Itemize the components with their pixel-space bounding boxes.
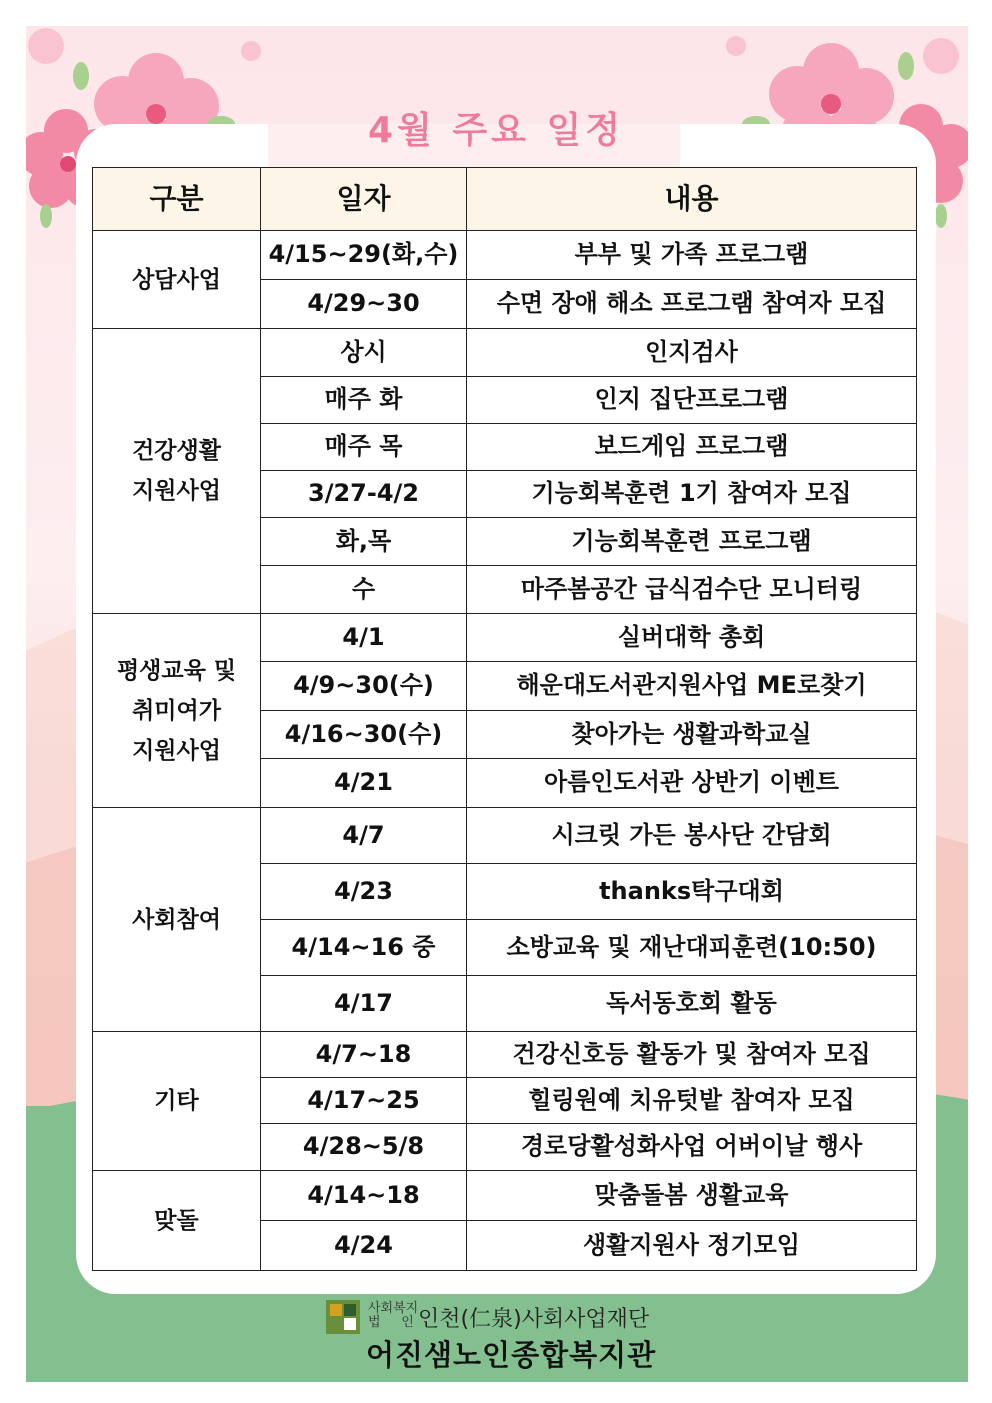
schedule-table — [92, 167, 917, 1271]
date-cell: 4/17~25 — [261, 1078, 467, 1124]
content-cell: 마주봄공간 급식검수단 모니터링 — [467, 566, 917, 614]
header-date: 일자 — [261, 168, 467, 231]
content-cell: 아름인도서관 상반기 이벤트 — [467, 759, 917, 808]
content-cell: 실버대학 총회 — [467, 614, 917, 662]
date-cell: 상시 — [261, 329, 467, 377]
content-cell: 찾아가는 생활과학교실 — [467, 711, 917, 759]
date-cell: 4/14~16 중 — [261, 920, 467, 976]
category-line: 지원사업 — [132, 737, 221, 764]
header-content: 내용 — [467, 168, 917, 231]
table-row — [93, 614, 917, 662]
category-cell — [93, 1171, 261, 1271]
content-cell: 생활지원사 정기모임 — [467, 1221, 917, 1271]
category-line: 평생교육 및 — [116, 657, 237, 684]
category-cell — [93, 808, 261, 1032]
date-cell: 4/16~30(수) — [261, 711, 467, 759]
content-cell: 인지검사 — [467, 329, 917, 377]
content-cell: 해운대도서관지원사업 ME로찾기 — [467, 662, 917, 711]
date-cell: 4/7~18 — [261, 1032, 467, 1078]
header-category: 구분 — [93, 168, 261, 231]
category-line: 건강생활 — [132, 438, 221, 464]
content-cell: 시크릿 가든 봉사단 간담회 — [467, 808, 917, 864]
foundation-logo-icon — [326, 1300, 360, 1334]
date-cell: 4/21 — [261, 759, 467, 808]
content-cell: 수면 장애 해소 프로그램 참여자 모집 — [467, 280, 917, 329]
center-name: 어진샘노인종합복지관 — [366, 1338, 657, 1372]
org-type-line: 사회복지 — [368, 1301, 419, 1316]
page-title: 4월 주요 일정 — [368, 110, 624, 151]
date-cell: 3/27-4/2 — [261, 471, 467, 518]
content-cell: 독서동호회 활동 — [467, 976, 917, 1032]
category-cell — [93, 329, 261, 614]
category-line: 기타 — [154, 1088, 199, 1114]
content-cell: 기능회복훈련 프로그램 — [467, 518, 917, 566]
date-cell: 매주 목 — [261, 424, 467, 471]
content-cell: 부부 및 가족 프로그램 — [467, 231, 917, 280]
category-line: 지원사업 — [132, 478, 221, 504]
category-cell — [93, 1032, 261, 1171]
content-cell: 건강신호등 활동가 및 참여자 모집 — [467, 1032, 917, 1078]
date-cell: 수 — [261, 566, 467, 614]
content-cell: 보드게임 프로그램 — [467, 424, 917, 471]
table-row — [93, 231, 917, 280]
date-cell: 4/28~5/8 — [261, 1124, 467, 1171]
category-cell — [93, 231, 261, 329]
date-cell: 4/29~30 — [261, 280, 467, 329]
date-cell: 4/17 — [261, 976, 467, 1032]
date-cell: 매주 화 — [261, 377, 467, 424]
category-line: 취미여가 — [132, 697, 221, 724]
date-cell: 4/23 — [261, 864, 467, 920]
org-type-line: 법 인 — [368, 1315, 414, 1330]
table-row — [93, 808, 917, 864]
foundation-name: 인천(仁泉)사회사업재단 — [418, 1307, 650, 1332]
content-cell: 경로당활성화사업 어버이날 행사 — [467, 1124, 917, 1171]
date-cell: 화,목 — [261, 518, 467, 566]
table-row — [93, 329, 917, 377]
content-cell: thanks탁구대회 — [467, 864, 917, 920]
date-cell: 4/7 — [261, 808, 467, 864]
date-cell: 4/14~18 — [261, 1171, 467, 1221]
category-line: 상담사업 — [132, 266, 221, 293]
category-line: 맞돌 — [154, 1207, 199, 1234]
content-cell: 소방교육 및 재난대피훈련(10:50) — [467, 920, 917, 976]
date-cell: 4/24 — [261, 1221, 467, 1271]
date-cell: 4/15~29(화,수) — [261, 231, 467, 280]
table-header-row — [93, 168, 917, 231]
table-row — [93, 1171, 917, 1221]
table-row — [93, 1032, 917, 1078]
content-cell: 기능회복훈련 1기 참여자 모집 — [467, 471, 917, 518]
category-cell — [93, 614, 261, 808]
date-cell: 4/9~30(수) — [261, 662, 467, 711]
content-cell: 힐링원예 치유텃밭 참여자 모집 — [467, 1078, 917, 1124]
date-cell: 4/1 — [261, 614, 467, 662]
category-line: 사회참여 — [132, 906, 221, 933]
content-cell: 맞춤돌봄 생활교육 — [467, 1171, 917, 1221]
content-cell: 인지 집단프로그램 — [467, 377, 917, 424]
org-type-label — [368, 1302, 418, 1330]
